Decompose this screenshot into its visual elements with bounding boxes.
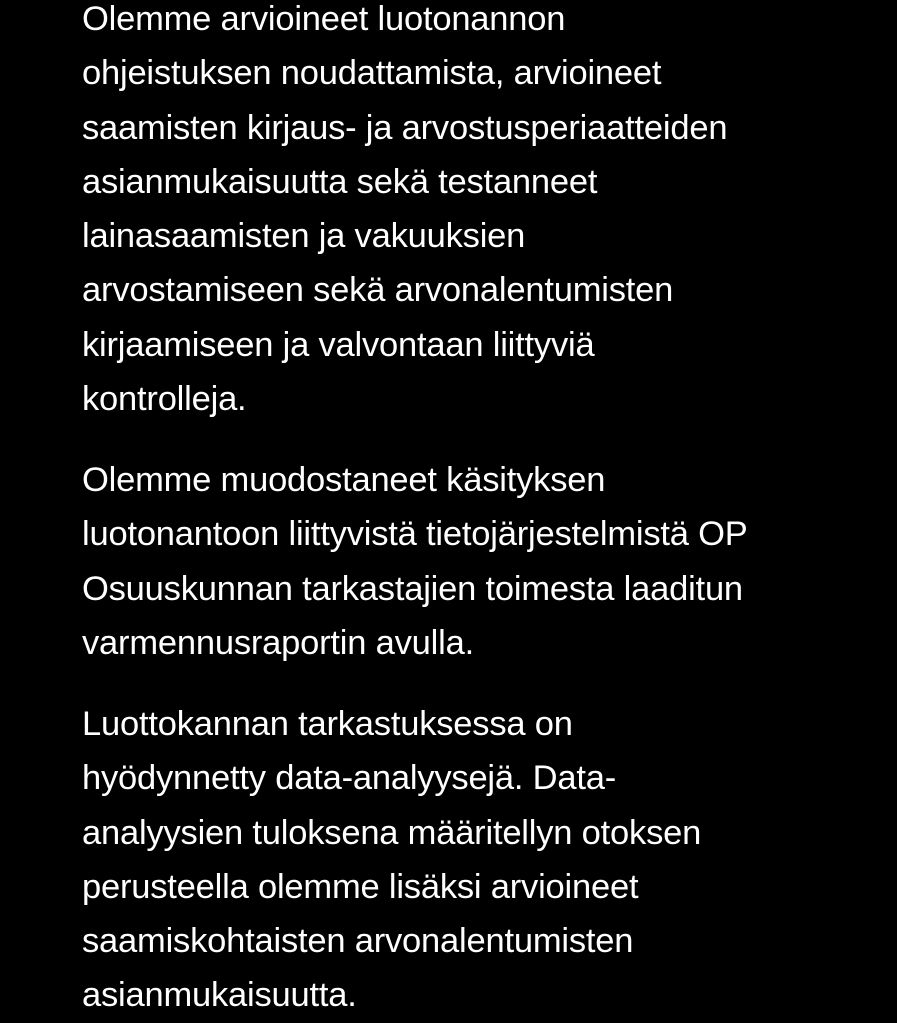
paragraph-loan-review <box>82 0 727 426</box>
text-line: Olemme muodostaneet käsityksen <box>82 461 606 499</box>
text-line: kontrolleja. <box>82 380 247 419</box>
text-line: Olemme arvioineet luotonannon <box>82 0 566 38</box>
paragraph-it-systems <box>82 453 748 670</box>
text-line: saamisten kirjaus- ja arvostusperiaatteiden <box>82 108 728 147</box>
text-line: saamiskohtaisten arvonalentumisten <box>82 922 634 961</box>
text-line: lainasaamisten ja vakuuksien <box>82 217 526 256</box>
text-line: ohjeistuksen noudattamista, arvioineet <box>82 54 662 93</box>
text-line: hyödynnetty data-analyysejä. Data- <box>82 759 617 798</box>
text-line: luotonantoon liittyvistä tietojärjestelmistä OP <box>82 515 748 554</box>
text-line: asianmukaisuutta. <box>82 976 357 1015</box>
text-line: arvostamiseen sekä arvonalentumisten <box>82 271 674 310</box>
text-line: Luottokannan tarkastuksessa on <box>82 705 573 743</box>
paragraph-data-analytics <box>82 697 701 1023</box>
text-line: asianmukaisuutta sekä testanneet <box>82 162 598 201</box>
text-line: perusteella olemme lisäksi arvioineet <box>82 867 639 906</box>
text-line: Osuuskunnan tarkastajien toimesta laaditun <box>82 569 743 608</box>
text-line: varmennusraportin avulla. <box>82 623 474 662</box>
text-line: kirjaamiseen ja valvontaan liittyviä <box>82 325 595 364</box>
text-line: analyysien tuloksena määritellyn otoksen <box>82 813 702 852</box>
